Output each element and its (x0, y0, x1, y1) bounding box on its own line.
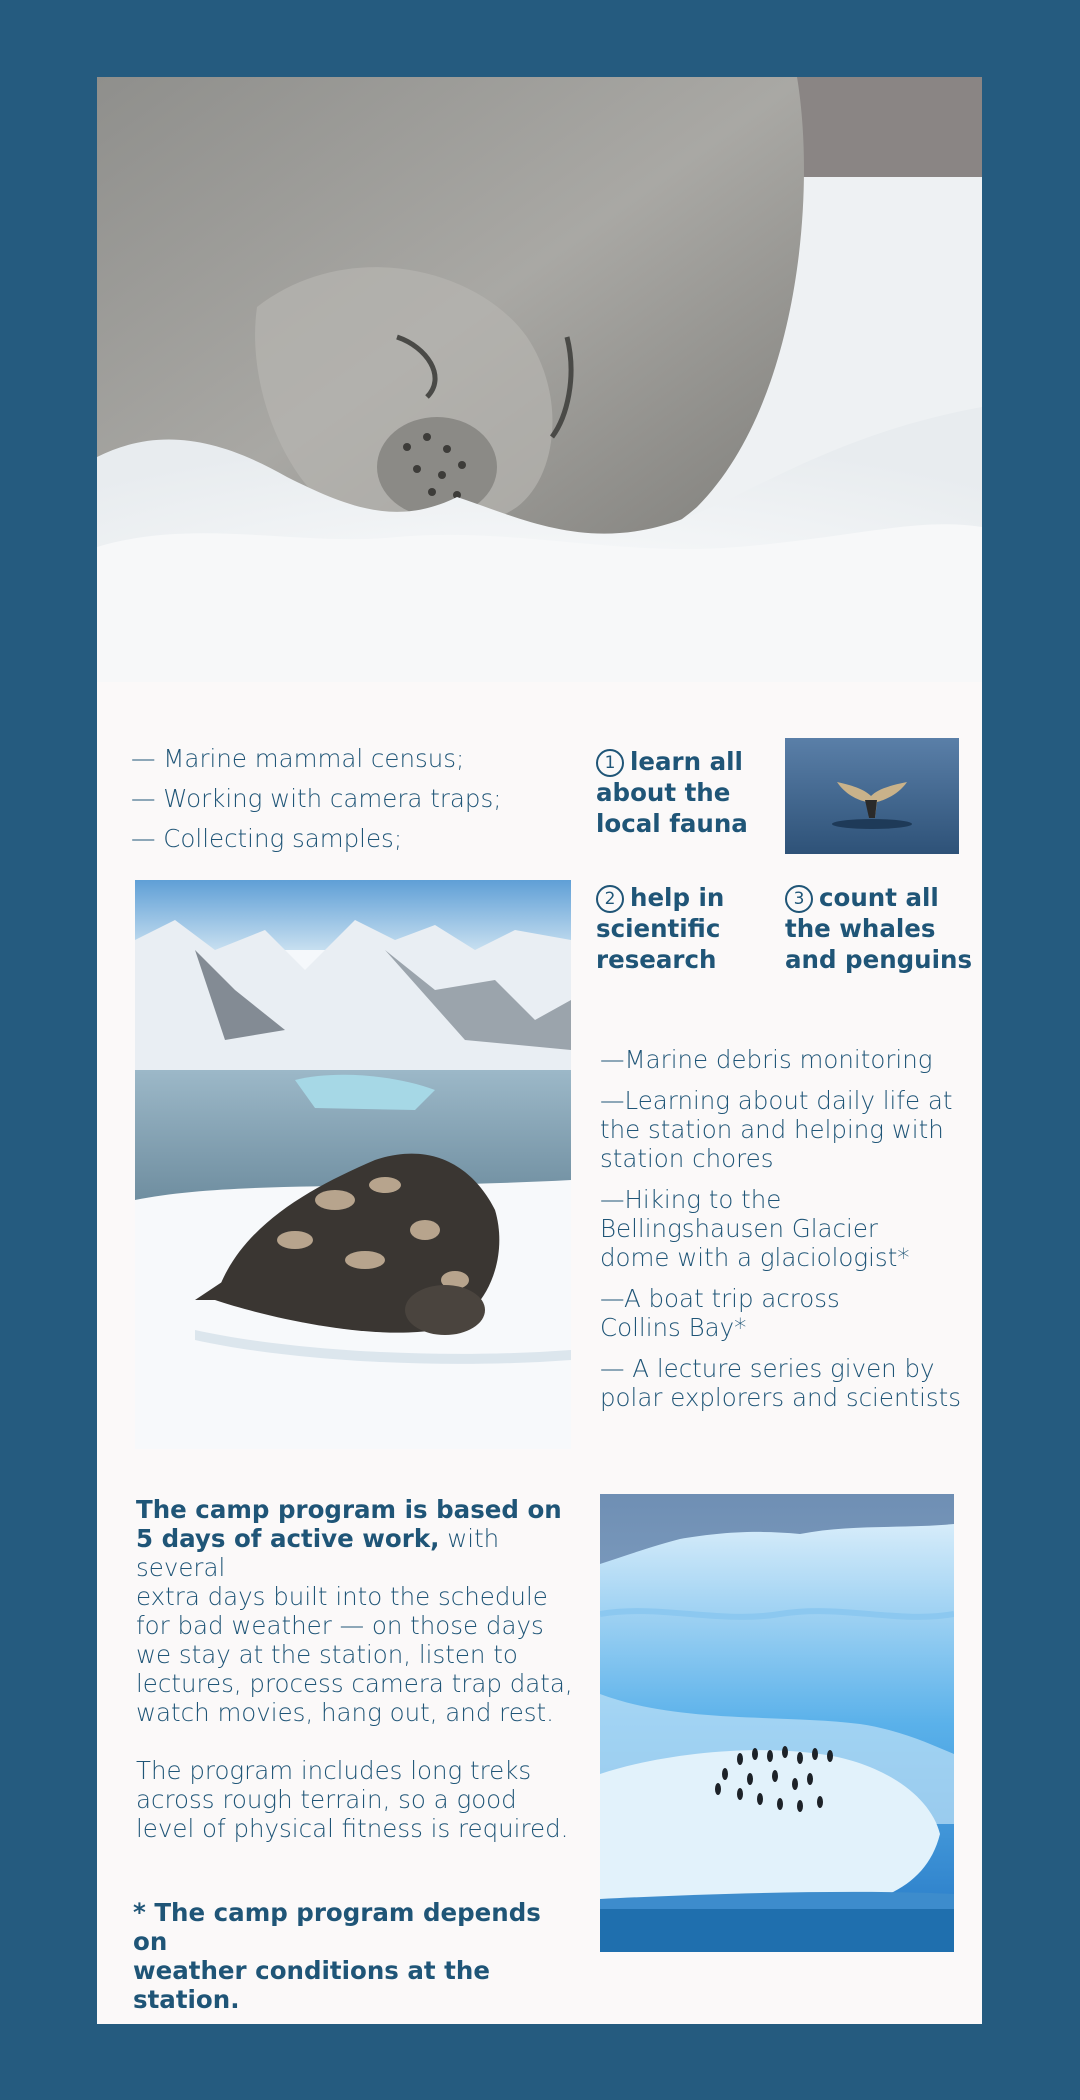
number-badge: 2 (596, 885, 624, 913)
bullet-item: — Collecting samples; (131, 824, 403, 853)
penguins-iceberg-photo (600, 1494, 954, 1952)
task-3: 3 count all the whales and penguins (785, 883, 973, 974)
bullet-item: — Working with camera traps; (131, 784, 502, 813)
whale-tail-photo (785, 738, 959, 854)
spotted-seal-photo (135, 880, 571, 1449)
footnote: * The camp program depends on weather conditions at the station. (133, 1898, 541, 2014)
activity-item: —Learning about daily life at the station and helping with station chores (600, 1086, 953, 1173)
activity-item: — A lecture series given by polar explorers and scientists (600, 1354, 962, 1412)
program-description: The camp program is based on 5 days of active work, with several extra days built into the schedule for bad weather — on those days we stay at the station, listen to lectures, process camera trap data, watch movies, hang out, and rest. The program includes long treks across rough terrain, so a good level of physical fitness is required. (136, 1495, 573, 1843)
activity-item: —A boat trip across Collins Bay* (600, 1284, 840, 1342)
bullet-list (131, 739, 501, 859)
task-2: 2 help in scientific research (596, 883, 725, 974)
page-card (97, 77, 982, 2024)
number-badge: 1 (596, 749, 624, 777)
activities-list (600, 1045, 980, 1424)
task-1: 1 learn all about the local fauna (596, 747, 748, 838)
activity-item: —Hiking to the Bellingshausen Glacier dome with a glaciologist* (600, 1185, 910, 1272)
number-badge: 3 (785, 885, 813, 913)
bullet-item: — Marine mammal census; (131, 744, 465, 773)
top-seal-photo (97, 77, 982, 682)
activity-item: —Marine debris monitoring (600, 1045, 933, 1074)
